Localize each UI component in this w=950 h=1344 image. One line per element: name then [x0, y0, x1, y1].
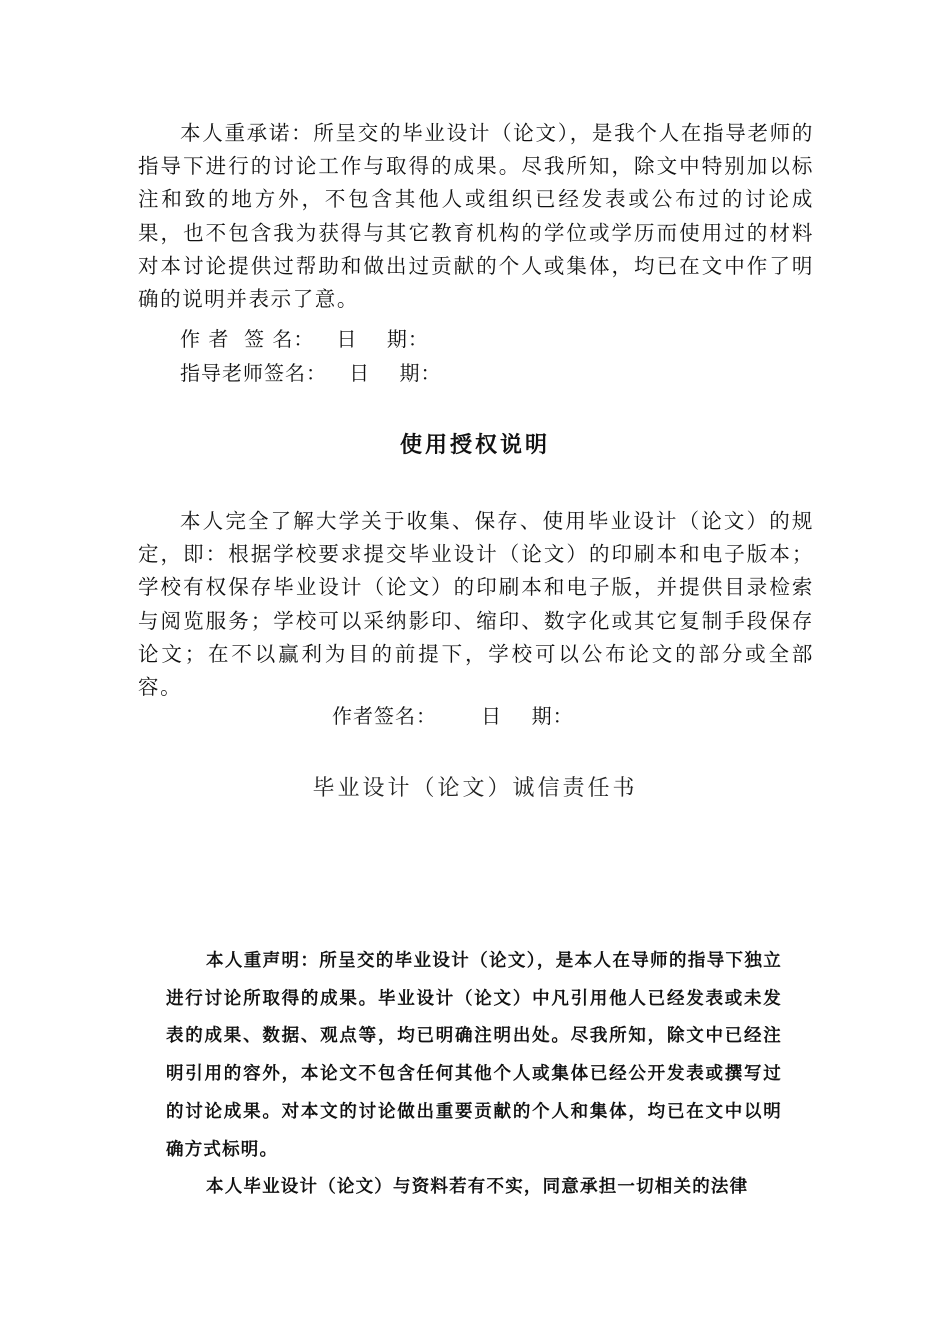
- integrity-statement: [166, 943, 782, 1207]
- integrity-title: 毕业设计（论文）诚信责任书: [312, 776, 638, 801]
- author-signature-line: 作 者 签 名： 日 期：: [180, 327, 429, 351]
- authorization-paragraph: 本人完全了解大学关于收集、保存、使用毕业设计（论文）的规定，即：根据学校要求提交毕业设计（论文）的印刷本和电子版本；学校有权保存毕业设计（论文）的印刷本和电子版，并提供目录检索与阅览服务；学校可以采纳影印、缩印、数字化或其它复制手段保存论文；在不以赢利为目的前提下，学校可以公布论文的部分或全部容。: [138, 509, 814, 700]
- authorization-signature-line: 作者签名： 日 期：: [332, 704, 574, 728]
- integrity-paragraph-2: 本人毕业设计（论文）与资料若有不实，同意承担一切相关的法律: [206, 1177, 749, 1198]
- integrity-paragraph-1: 本人重声明：所呈交的毕业设计（论文），是本人在导师的指导下独立进行讨论所取得的成果。毕业设计（论文）中凡引用他人已经发表或未发表的成果、数据、观点等，均已明确注明出处。尽我所知，除文中已经注明引用的容外，本论文不包含任何其他个人或集体已经公开发表或撰写过的讨论成果。对本文的讨论做出重要贡献的个人和集体，均已在文中以明确方式标明。: [166, 951, 782, 1160]
- authorization-title: 使用授权说明: [399, 433, 550, 458]
- advisor-signature-line: 指导老师签名： 日 期：: [180, 361, 442, 385]
- commitment-paragraph: 本人重承诺：所呈交的毕业设计（论文），是我个人在指导老师的指导下进行的讨论工作与取得的成果。尽我所知，除文中特别加以标注和致的地方外，不包含其他人或组织已经发表或公布过的讨论成果，也不包含我为获得与其它教育机构的学位或学历而使用过的材料对本讨论提供过帮助和做出过贡献的个人或集体，均已在文中作了明确的说明并表示了意。: [138, 121, 814, 312]
